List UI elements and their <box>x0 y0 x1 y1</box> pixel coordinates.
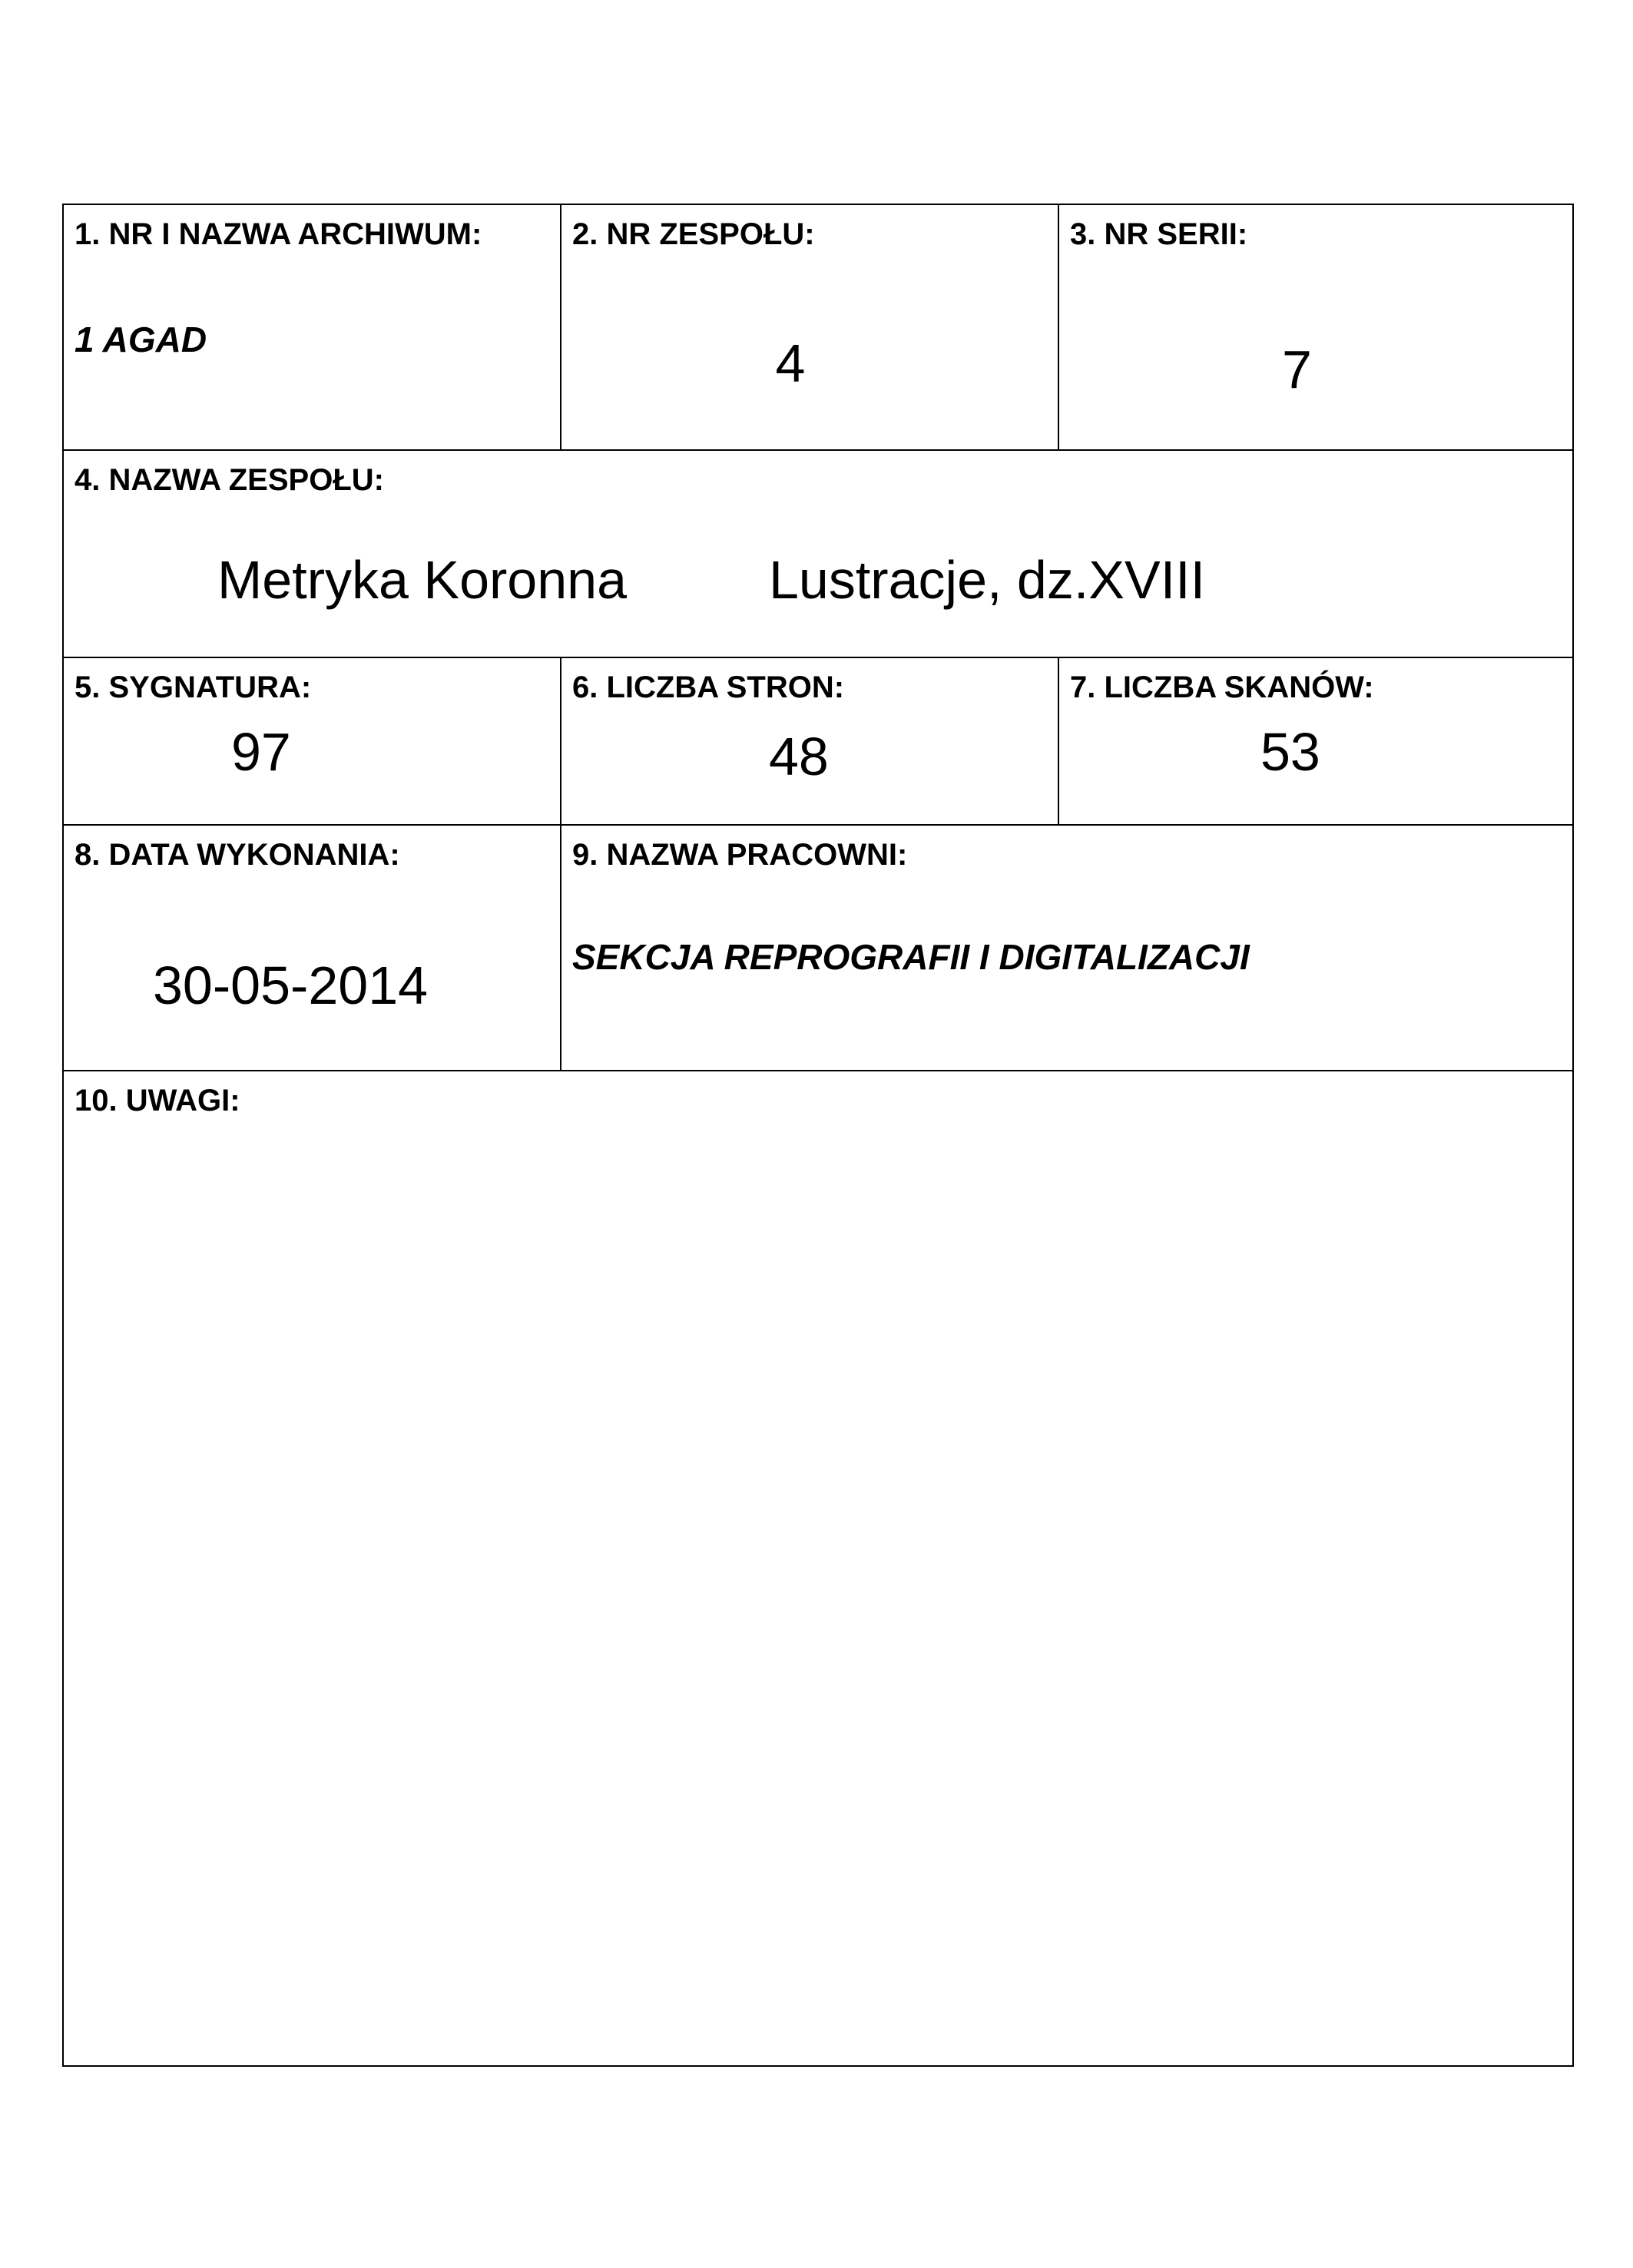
form-row-1 <box>64 205 1572 451</box>
workshop-cell <box>561 826 1572 1070</box>
metadata-form <box>62 204 1574 2067</box>
series-number-label: 3. NR SERII: <box>1070 217 1248 251</box>
archive-value: 1 AGAD <box>75 320 207 359</box>
form-row-3 <box>64 658 1572 826</box>
date-cell <box>64 826 561 1070</box>
fond-number-label: 2. NR ZESPOŁU: <box>572 217 815 251</box>
signature-cell <box>64 658 561 824</box>
signature-label: 5. SYGNATURA: <box>75 670 312 704</box>
page-count-label: 6. LICZBA STRON: <box>572 670 845 704</box>
workshop-label: 9. NAZWA PRACOWNI: <box>572 838 908 872</box>
form-row-5 <box>64 1071 1572 2065</box>
page-count-value: 48 <box>769 727 829 786</box>
date-value: 30-05-2014 <box>153 955 429 1015</box>
remarks-cell <box>64 1071 1572 2065</box>
form-row-2 <box>64 451 1572 658</box>
fond-name-label: 4. NAZWA ZESPOŁU: <box>75 463 384 497</box>
fond-name-value-part2: Lustracje, dz.XVIII <box>769 550 1206 610</box>
series-number-value: 7 <box>1282 339 1312 399</box>
remarks-label: 10. UWAGI: <box>75 1084 240 1117</box>
page-count-cell <box>561 658 1059 824</box>
date-label: 8. DATA WYKONANIA: <box>75 838 400 872</box>
workshop-value: SEKCJA REPROGRAFII I DIGITALIZACJI <box>572 937 1250 977</box>
fond-name-value-part1: Metryka Koronna <box>217 550 628 610</box>
fond-number-value: 4 <box>775 333 806 393</box>
fond-name-cell <box>64 451 1572 657</box>
scan-count-label: 7. LICZBA SKANÓW: <box>1070 670 1374 704</box>
signature-value: 97 <box>231 722 291 782</box>
scan-count-value: 53 <box>1260 722 1320 782</box>
series-number-cell <box>1059 205 1572 449</box>
archive-cell <box>64 205 561 449</box>
form-row-4 <box>64 826 1572 1071</box>
fond-number-cell <box>561 205 1059 449</box>
scan-count-cell <box>1059 658 1572 824</box>
archive-label: 1. NR I NAZWA ARCHIWUM: <box>75 217 482 251</box>
